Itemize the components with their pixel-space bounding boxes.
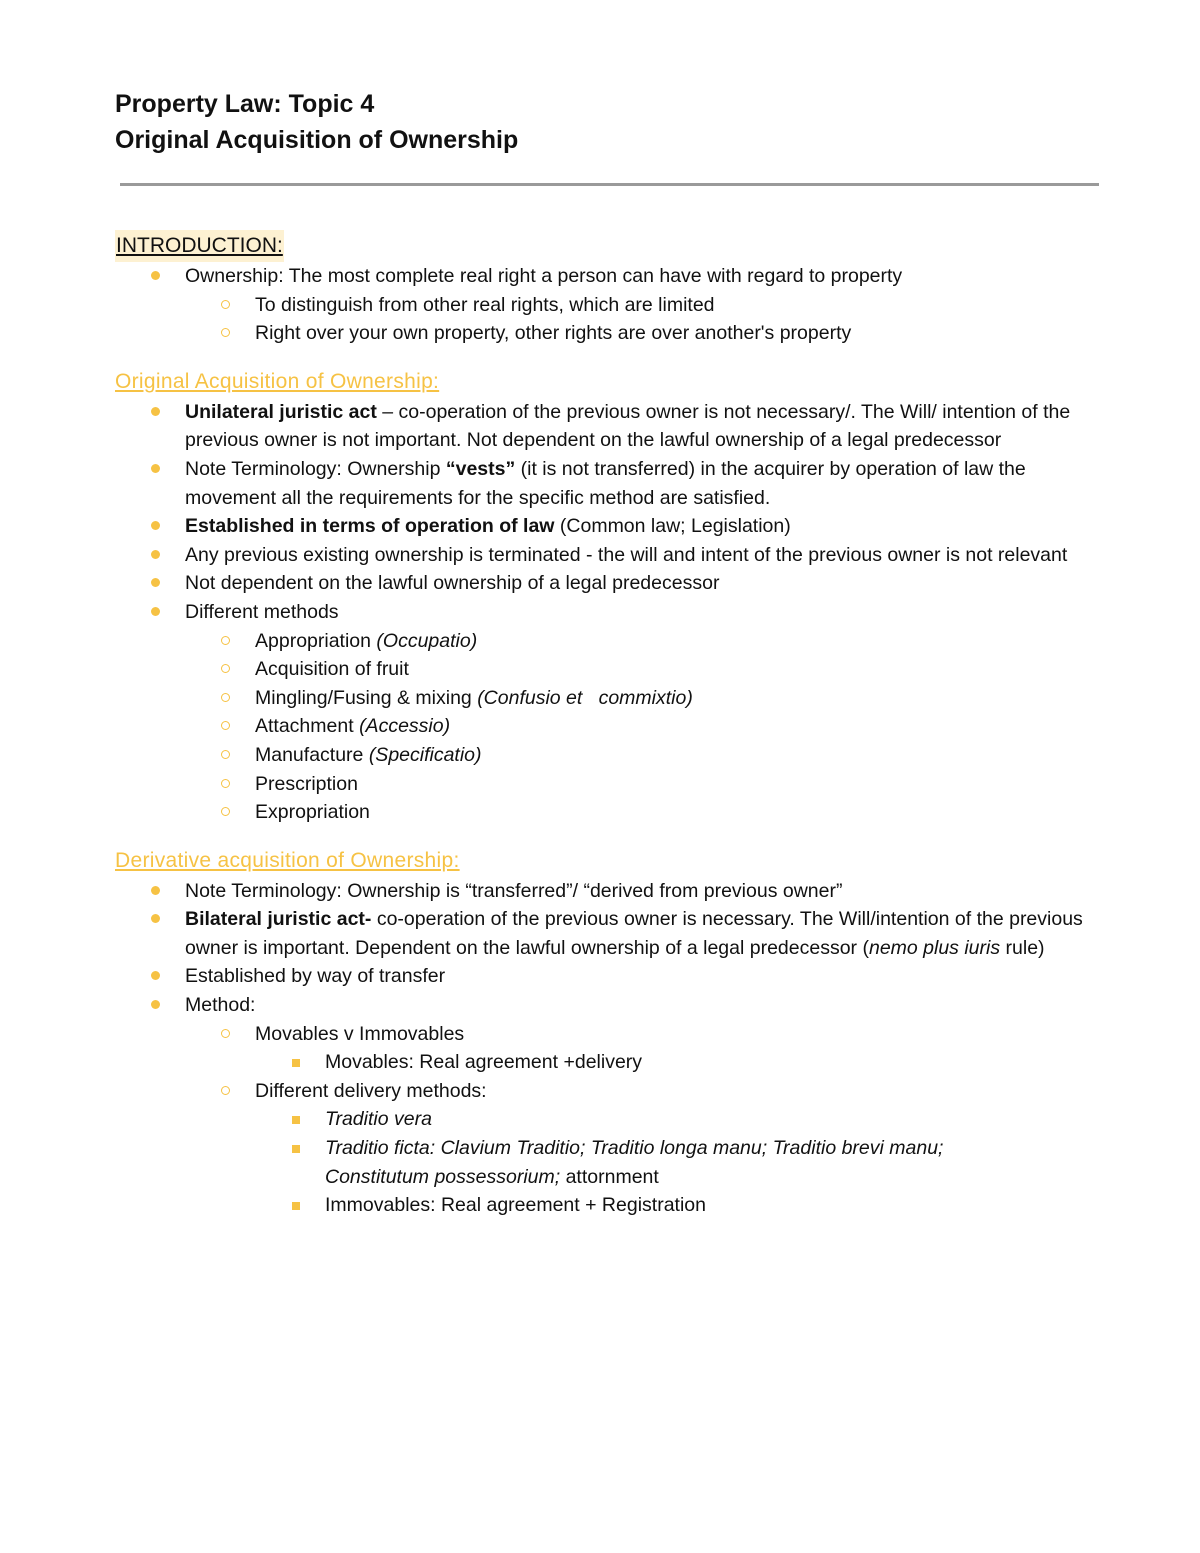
list-item xyxy=(115,262,1105,291)
list-item xyxy=(115,541,1105,570)
list-item xyxy=(115,569,1105,598)
bullet-circle-icon xyxy=(221,1086,230,1095)
method-item xyxy=(115,712,1105,741)
bullet-square-icon xyxy=(292,1059,300,1067)
list-item-text: Movables: Real agreement +delivery xyxy=(325,1051,643,1074)
italic-term: nemo plus iuris xyxy=(868,936,1001,959)
list-item xyxy=(115,598,1105,627)
bullet-dot-icon xyxy=(151,971,160,980)
bullet-dot-icon xyxy=(151,464,160,473)
list-item-text: (it is not transferred) in the acquirer by operation of law the movement all the requirements for the specific method are satisfied. xyxy=(185,457,1026,509)
bullet-circle-icon xyxy=(221,300,230,309)
bold-term: Established in terms of operation of law xyxy=(185,515,555,538)
list-item-text: co-operation of the previous owner is necessary. The Will/intention of the previous owner is important. Dependent on the lawful ownership of a legal predecessor ( xyxy=(185,908,1083,959)
bullet-dot-icon xyxy=(151,271,160,280)
list-item xyxy=(115,991,1105,1020)
method-latin: (Confusio et commixtio) xyxy=(477,686,693,709)
list-item-text: (Common law; Legislation) xyxy=(554,515,791,538)
title-line-1: Property Law: Topic 4 xyxy=(115,90,375,118)
intro-heading: INTRODUCTION: xyxy=(115,230,284,262)
method-item xyxy=(115,655,1105,684)
bullet-circle-icon xyxy=(221,693,230,702)
bold-term: Bilateral juristic act- xyxy=(185,908,372,931)
bullet-circle-icon xyxy=(221,636,230,645)
list-item-text: Note Terminology: Ownership xyxy=(185,457,446,480)
italic-term: Traditio vera xyxy=(325,1108,432,1131)
method-label: Mingling/Fusing & mixing xyxy=(255,686,478,709)
original-heading: Original Acquisition of Ownership: xyxy=(115,369,440,393)
bullet-dot-icon xyxy=(151,407,160,416)
bullet-square-icon xyxy=(292,1116,300,1124)
title-line-2: Original Acquisition of Ownership xyxy=(115,126,519,154)
bullet-dot-icon xyxy=(151,578,160,587)
list-item xyxy=(115,319,1105,348)
italic-term: Traditio ficta: Clavium Traditio; Traditio longa manu; Traditio brevi manu; Constitutum possessorium; xyxy=(325,1137,944,1188)
derivative-list xyxy=(115,877,1105,1220)
list-item xyxy=(115,1020,1105,1049)
original-list xyxy=(115,398,1105,827)
list-item xyxy=(115,512,1105,541)
method-item xyxy=(115,741,1105,770)
list-item-text: Different methods xyxy=(185,600,339,623)
bullet-dot-icon xyxy=(151,1000,160,1009)
list-item xyxy=(115,877,1105,906)
method-label: Attachment xyxy=(255,715,360,738)
original-section xyxy=(115,366,1105,827)
bold-term: “vests” xyxy=(445,457,516,480)
list-item-text: Note Terminology: Ownership is “transferred”/ “derived from previous owner” xyxy=(185,879,843,902)
method-item xyxy=(115,770,1105,799)
intro-section xyxy=(115,230,1105,348)
bullet-circle-icon xyxy=(221,1029,230,1038)
bullet-dot-icon xyxy=(151,886,160,895)
bullet-square-icon xyxy=(292,1145,300,1153)
document-body xyxy=(115,230,1105,1220)
intro-list xyxy=(115,262,1105,348)
bullet-square-icon xyxy=(292,1202,300,1210)
list-item xyxy=(115,1048,1105,1077)
document-title xyxy=(115,86,518,158)
list-item-text: Immovables: Real agreement + Registration xyxy=(325,1194,706,1217)
bullet-dot-icon xyxy=(151,521,160,530)
method-label: Acquisition of fruit xyxy=(255,658,409,681)
method-label: Manufacture xyxy=(255,743,369,766)
bullet-circle-icon xyxy=(221,779,230,788)
list-item-text: attornment xyxy=(560,1165,659,1188)
list-item xyxy=(115,905,1105,962)
derivative-section xyxy=(115,845,1105,1220)
list-item-text: To distinguish from other real rights, which are limited xyxy=(255,293,715,316)
bold-term: Unilateral juristic act xyxy=(185,400,377,423)
method-latin: (Specificatio) xyxy=(368,743,482,766)
method-item xyxy=(115,684,1105,713)
method-item xyxy=(115,627,1105,656)
list-item xyxy=(115,1134,1105,1191)
list-item xyxy=(115,962,1105,991)
list-item xyxy=(115,455,1105,512)
method-label: Expropriation xyxy=(255,801,370,824)
list-item-text: Movables v Immovables xyxy=(255,1022,465,1045)
bullet-dot-icon xyxy=(151,550,160,559)
list-item-text: – co-operation of the previous owner is not necessary/. The Will/ intention of the previous owner is not important. Not dependent on the lawful ownership of a legal predecessor xyxy=(185,400,1071,452)
list-item-text: rule) xyxy=(1000,936,1045,959)
list-item xyxy=(115,398,1105,455)
method-latin: (Accessio) xyxy=(359,715,451,738)
bullet-circle-icon xyxy=(221,807,230,816)
horizontal-rule xyxy=(120,183,1099,186)
method-label: Prescription xyxy=(255,772,358,795)
bullet-dot-icon xyxy=(151,914,160,923)
bullet-circle-icon xyxy=(221,750,230,759)
list-item xyxy=(115,1077,1105,1106)
method-item xyxy=(115,798,1105,827)
bullet-circle-icon xyxy=(221,664,230,673)
method-latin: (Occupatio) xyxy=(376,629,478,652)
list-item-text: Established by way of transfer xyxy=(185,965,446,988)
list-item-text: Ownership: The most complete real right a person can have with regard to property xyxy=(185,265,903,287)
list-item xyxy=(115,1105,1105,1134)
list-item-text: Method: xyxy=(185,994,256,1017)
bullet-dot-icon xyxy=(151,607,160,616)
list-item xyxy=(115,1191,1105,1220)
list-item-text: Any previous existing ownership is terminated - the will and intent of the previous owner is not relevant xyxy=(185,543,1068,566)
list-item xyxy=(115,291,1105,320)
derivative-heading: Derivative acquisition of Ownership: xyxy=(115,848,460,872)
bullet-circle-icon xyxy=(221,721,230,730)
list-item-text: Different delivery methods: xyxy=(255,1079,487,1102)
list-item-text: Right over your own property, other rights are over another's property xyxy=(255,322,852,345)
bullet-circle-icon xyxy=(221,328,230,337)
method-label: Appropriation xyxy=(255,629,377,652)
list-item-text: Not dependent on the lawful ownership of a legal predecessor xyxy=(185,572,720,595)
